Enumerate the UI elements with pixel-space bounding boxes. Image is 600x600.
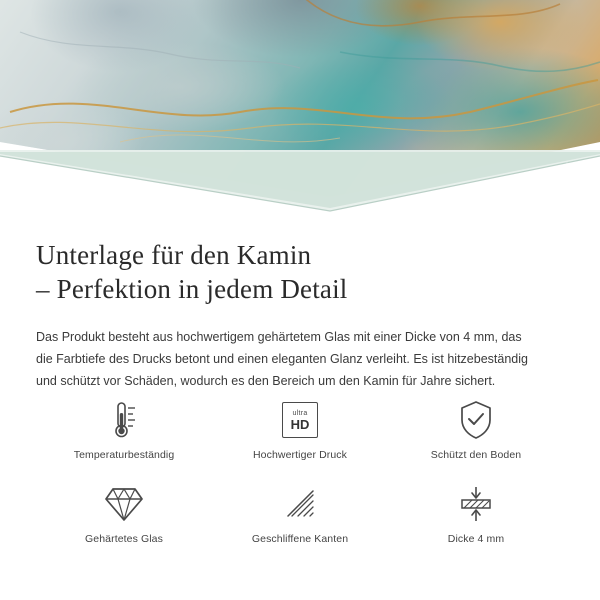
feature-polished-edges (212, 482, 388, 560)
shield-check-icon (458, 398, 494, 442)
feature-label: Temperaturbeständig (73, 449, 175, 461)
description-paragraph: Das Produkt besteht aus hochwertigem gehärtetem Glas mit einer Dicke von 4 mm, das die Farbtiefe des Drucks betont und einen eleganten Glanz verleiht. Es ist hitzebeständig und schützt vor Schäden, wodurch es den Bereich um den Kamin für Jahre sichert. (36, 330, 528, 388)
text-content (0, 222, 600, 392)
ultra-hd-icon (282, 398, 318, 442)
thickness-icon (456, 482, 496, 526)
sparkle-icon (550, 160, 584, 194)
polished-edges-icon (280, 482, 320, 526)
feature-grid (36, 398, 564, 560)
feature-temperature-resistant (36, 398, 212, 476)
thermometer-icon (104, 398, 144, 442)
feature-label: Schützt den Boden (430, 449, 522, 461)
marble-glass-artwork (0, 0, 600, 202)
headline-line-2: – Perfektion in jedem Detail (36, 274, 348, 304)
ultra-hd-badge-top: ultra (292, 409, 308, 417)
feature-label: Hochwertiger Druck (253, 449, 347, 461)
ultra-hd-badge-bottom: HD (290, 416, 310, 432)
headline-line-1: Unterlage für den Kamin (36, 240, 312, 270)
feature-tempered-glass (36, 482, 212, 560)
page-title (36, 238, 556, 306)
feature-label: Dicke 4 mm (447, 533, 505, 545)
feature-floor-protection (388, 398, 564, 476)
feature-label: Geschliffene Kanten (251, 533, 349, 545)
feature-label: Gehärtetes Glas (85, 533, 163, 545)
feature-high-quality-print (212, 398, 388, 476)
diamond-icon (103, 482, 145, 526)
hero-image (0, 0, 600, 222)
feature-thickness (388, 482, 564, 560)
